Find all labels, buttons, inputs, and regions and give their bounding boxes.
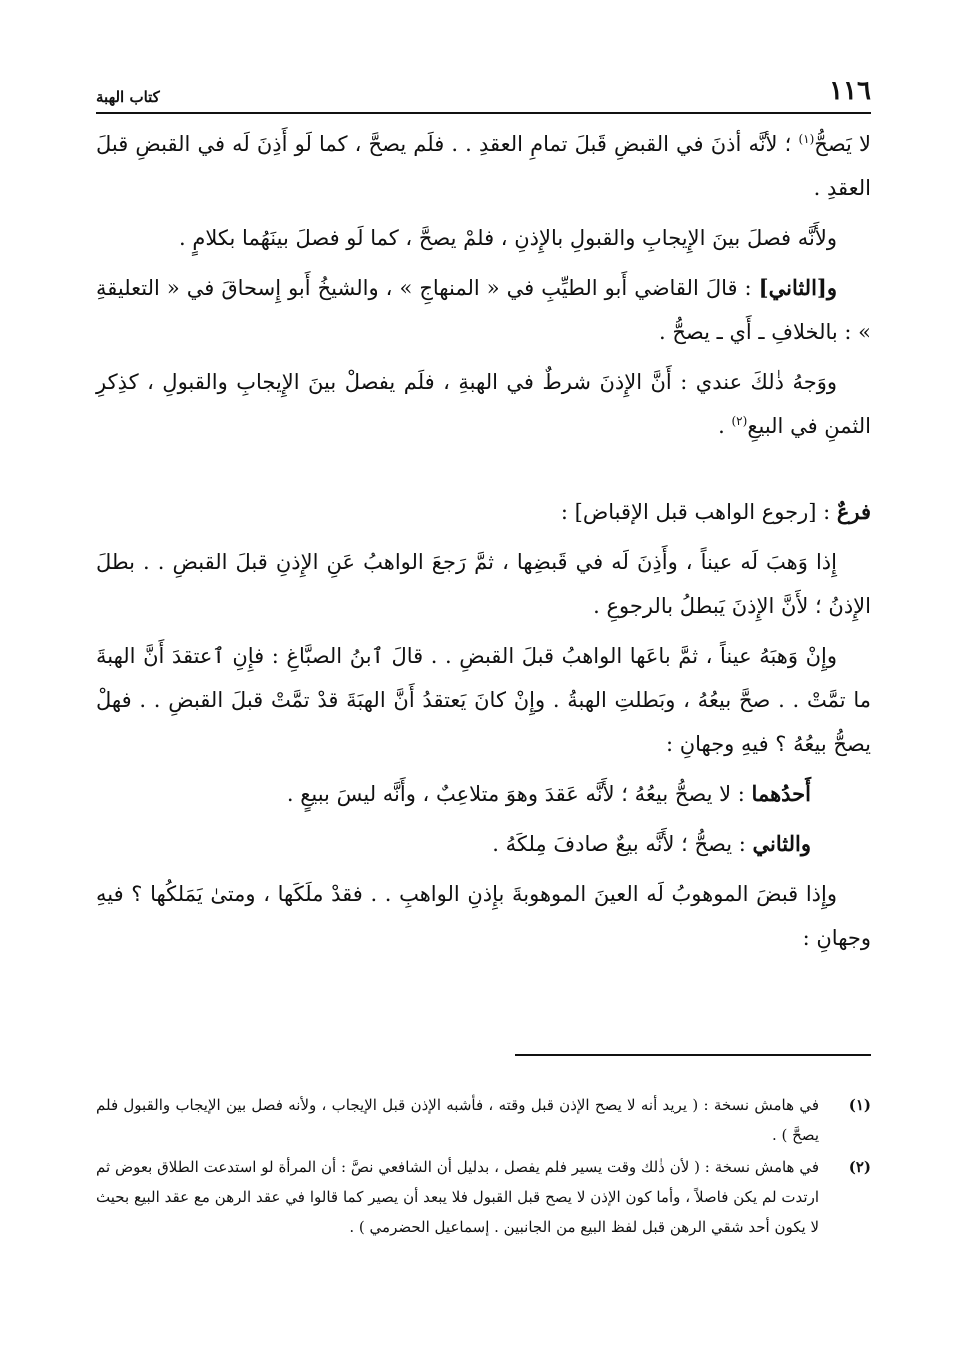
paragraph-text: .	[718, 414, 732, 438]
paragraph-text: ؛ لأنَّه أذنَ في القبضِ قَبلَ تمامِ العقدِ . . فلَم يصحَّ ، كما لَو أَذِنَ لَه في القبضِ قبلَ العقدِ .	[96, 132, 871, 200]
section-gap	[96, 454, 871, 490]
running-title: كتاب الهبة	[96, 88, 160, 106]
paragraph-text: ووَجهُ ذٰلكَ عندي : أَنَّ الإِذنَ شرطٌ في الهبةِ ، فلَم يفصلْ بينَ الإِيجابِ والقبولِ ، كذِكرِ الثمنِ في البيعِ	[96, 370, 871, 438]
page-number: ١١٦	[829, 76, 871, 106]
footnote-ref: (٢)	[731, 414, 748, 428]
paragraph: ولأَنَّه فصلَ بينَ الإِيجابِ والقبولِ بالإِذنِ ، فلمْ يصحَّ ، كما لَو فصلَ بينَهُما بكلامٍ .	[179, 226, 837, 250]
page-header	[96, 72, 871, 114]
paragraph: وإِنْ وَهبَهُ عيناً ، ثمَّ باعَها الواهبُ قبلَ القبضِ . . قالَ ٱبنُ الصبَّاغِ : فإِنِ ٱعتقدَ أَنَّ الهبةَ ما تمَّتْ . . صحَّ بيعُهُ ، وبَطلتِ الهبةُ . وإِنْ كانَ يَعتقدُ أَنَّ الهبَةَ قدْ تمَّتْ قبلَ القبضِ . . فهلْ يصحُّ بيعُهُ ؟ فيهِ وجهانِ :	[96, 644, 871, 756]
paragraph-lead: والثاني	[752, 831, 811, 856]
paragraph: وإِذا قبضَ الموهوبُ لَه العينَ الموهوبةَ بإِذنِ الواهبِ . . فقدْ ملَكَها ، ومتىٰ يَمَلكُها ؟ فيهِ وجهانِ :	[96, 882, 871, 950]
paragraph	[96, 122, 871, 210]
section-title: : [رجوع الواهب قبل الإقباض] :	[560, 500, 837, 524]
paragraph-text: : لا يصحُّ بيعُهُ ؛ لأَنَّه عَقدَ وهوَ متلاعِبٌ ، وأَنَّه ليسَ ببيعٍ .	[286, 782, 752, 806]
section-heading	[96, 490, 871, 534]
paragraph	[96, 772, 871, 816]
paragraph-text: : قالَ القاضي أَبو الطيِّبِ في « المنهاجِ » ، والشيخُ أَبو إِسحاقَ في « التعليقةِ » : بالخلافِ ـ أَي ـ يصحُّ .	[96, 276, 871, 344]
paragraph-lead: أَحدُهما	[751, 781, 811, 806]
footnote	[96, 1090, 871, 1150]
paragraph	[96, 266, 871, 354]
paragraph-text: : يصحُّ ؛ لأَنَّه بيعٌ صادفَ مِلكَهُ .	[492, 832, 753, 856]
footnote-number: (١)	[848, 1096, 871, 1114]
footnote	[96, 1152, 871, 1242]
footnotes	[96, 1090, 871, 1244]
paragraph-text: لا يَصحُّ	[814, 132, 871, 156]
footnote-divider	[515, 1054, 871, 1056]
main-text	[96, 122, 871, 966]
section-lead: فرعٌ	[836, 499, 871, 524]
footnote-ref: (١)	[798, 132, 815, 146]
footnote-text: في هامش نسخة : ( يريد أنه لا يصح الإذن قبل وقته ، فأشبه الإذن قبل الإيجاب ، ولأنه فصل بين الإيجاب والقبول فلم يصحَّ ) .	[96, 1096, 819, 1144]
paragraph: إِذا وَهبَ لَه عيناً ، وأَذِنَ لَه في قَبضِها ، ثمَّ رَجعَ الواهبُ عَنِ الإِذنِ قبلَ القبضِ . . بطلَ الإِذنُ ؛ لأَنَّ الإِذنَ يَبطلُ بالرجوعِ .	[96, 550, 871, 618]
paragraph	[96, 822, 871, 866]
footnote-text: في هامش نسخة : ( لأن ذٰلك وقت يسير فلم يفصل ، بدليل أن الشافعي نصَّ : أن المرأة لو استدعت الطلاق بعوض ثم ارتدت لم يكن فاصلاً ، وأما كون الإذن لا يصح قبل القبول فلا يبعد أن يصير كما قالوا في عقد الرهن مع عقد البيع بحيث لا يكون أحد شقي الرهن قبل لفظ البيع من الجانبين . إسماعيل الحضرمي ) .	[96, 1158, 819, 1236]
paragraph	[96, 360, 871, 448]
paragraph-lead: و[الثاني]	[758, 275, 837, 300]
footnote-number: (٢)	[848, 1158, 871, 1176]
